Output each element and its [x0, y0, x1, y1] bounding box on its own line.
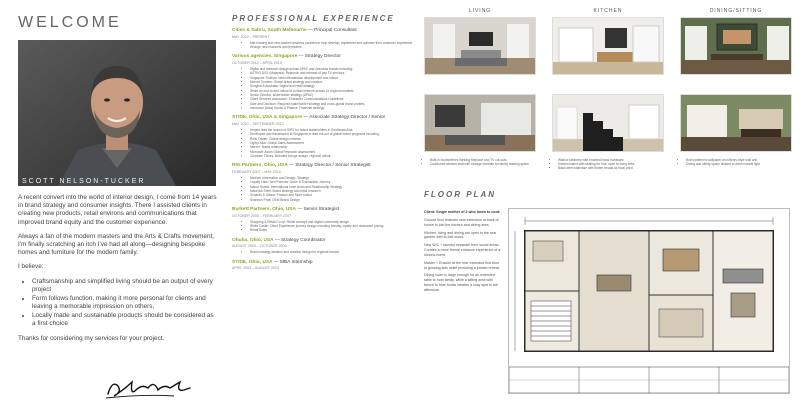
job-bullet: • Developed and transitioned to Singapore to lead roll-out of global brand programs including:: [250, 132, 414, 136]
room-note-item: • Cushioned window seat with storage beneath for family reading space.: [430, 162, 536, 166]
job-role: — Strategy Director: [298, 54, 341, 60]
bio-paragraph: I believe:: [18, 263, 44, 271]
rooms-panel: [424, 8, 796, 188]
job-entry: [232, 163, 414, 202]
dining-render-2: [680, 94, 792, 152]
floor-note: Master + Ensuite at the rear extended first floor to growing kids while providing a private retreat.: [424, 260, 500, 270]
floor-plan-drawing: [508, 208, 790, 394]
job-dates: MAY 2010 – SEPTEMBER 2012: [232, 122, 284, 126]
job-entry: [232, 115, 414, 158]
job-bullet: • Microsoft: Asian Global Research Assessment: [250, 150, 414, 154]
job-dates: FEBRUARY 2007 – MAY 2010: [232, 169, 281, 174]
closing-line: Thanks for considering my services for your project.: [18, 334, 165, 342]
job-bullet: • Shannon Pratt: OEM Brand Design: [250, 198, 414, 202]
floor-plan-notes: [424, 210, 502, 296]
job-company: STIDE, Ohio, USA: [232, 259, 273, 265]
job-bullet: • Loyalty Labs: Net Promoter Score & Transaction Journey: [250, 180, 414, 184]
job-title: [232, 163, 414, 169]
job-bullet: • Schauer & Gillam: Product and Store rollout: [250, 193, 414, 197]
floor-note: New W/C + laundry separate from social areas. Creates a more formal entrance experience of a historic home.: [424, 243, 501, 257]
room-note-item: • Dining and sitting space divided to allow natural light.: [686, 162, 792, 166]
job-title: [232, 238, 414, 244]
job-dates: MAY 2019 – PRESENT: [232, 34, 270, 39]
job-bullet: • Met existing and new-market business partners to help develop, implement and optimise their customer experience through new channels and territories: [250, 41, 414, 50]
job-title: [232, 54, 414, 60]
job-bullet: • Charlotte Tilbury: Branded lounge design, regional rollout: [250, 154, 414, 158]
job-title: [232, 260, 414, 266]
job-bullets: [250, 41, 414, 50]
job-bullet: • Insurance (Asia) Hooks & Pliance: Financial strategy: [250, 106, 414, 110]
bio-paragraph: A recent convert into the world of interior design, I come from 14 years in brand strategy and consumer insights. There I assisted clients in creating new products, retail environs and communications that improved brand equity and the customer experience.: [18, 194, 217, 226]
job-bullet: • Client Services Assurance: Character Communications Guidelines: [250, 97, 414, 101]
job-role: — Principal Consultant: [307, 28, 357, 33]
beliefs-list: [32, 278, 218, 329]
job-entry: [232, 260, 414, 271]
job-title: [232, 207, 414, 213]
job-dates: OCTOBER 2005 – FEBRUARY 2007: [232, 213, 292, 218]
dining-render-1: [680, 17, 792, 75]
job-bullet: • White Castle: Client Experience journey design including Identity, loyalty and restaurant pricing: [250, 224, 414, 228]
job-bullet: • Rolls Owner: Global design network: [250, 137, 414, 141]
job-entry: [232, 238, 414, 255]
job-bullets: [250, 176, 414, 202]
job-bullet: • Shopping & Retail Co-op: Retail concept and digital community design: [250, 220, 414, 224]
job-bullet: • Strike an end-to-end rollout of a retail network across 15 regional markets: [250, 89, 414, 93]
room-label-kitchen: KITCHEN: [593, 8, 623, 14]
photo-caption: SCOTT NELSON-TUCKER: [22, 178, 146, 185]
kitchen-render-1: [552, 17, 664, 75]
experience-panel: [232, 14, 414, 394]
kitchen-render-2: [552, 94, 664, 152]
job-bullet: • Helped lead the launch of SIPS for brand stakeholders in Southeast Asia: [250, 128, 414, 132]
job-bullet: • Songhai & Australia: Digital and retail strategy: [250, 84, 414, 88]
job-bullet: • Retail Sales: [250, 228, 414, 232]
job-role: — MBA Internship: [273, 259, 313, 265]
room-note-item: • Built-in bookshelves flanking fireplace and TV cut-outs.: [430, 158, 536, 162]
floor-note: Dining room is large enough for an extended table to host family, while a sitting area with bench to hide books creates a cosy spot in the afternoon.: [424, 273, 498, 292]
welcome-panel: [18, 14, 218, 394]
job-role: — Associate Strategy Director / Senior: [303, 115, 386, 121]
job-bullets: [250, 128, 414, 158]
job-company: Ohuba, Ohio, USA: [232, 237, 274, 243]
job-dates: OCTOBER 2012 – APRIL 2019: [232, 61, 282, 66]
job-title: [232, 115, 414, 121]
job-entry: [232, 28, 414, 49]
job-bullets: [250, 250, 414, 254]
job-bullet: • Maverick Shell: Brand strategy and retail research: [250, 189, 414, 193]
job-company: Various agencies, Singapore: [232, 54, 298, 60]
job-bullet: • Manor Hotels: International hotel chain and Relationship Strategy: [250, 185, 414, 189]
bio-text: [18, 194, 218, 349]
room-label-dining: DINING/SITTING: [709, 8, 763, 14]
job-bullet: • Senior Director, shareholder strategy (APAC): [250, 93, 414, 97]
room-note-item: • Walnut cabinetry with brushed brass hardware.: [558, 158, 664, 162]
floor-plan-title: FLOOR PLAN: [424, 190, 496, 199]
job-bullet: • Ogilvy Asia: Global Sales Assessment: [250, 141, 414, 145]
room-label-living: LIVING: [468, 8, 492, 14]
room-note-item: • Black steel staircase with timber treads as focal point.: [558, 166, 664, 170]
living-render-1: [424, 17, 536, 75]
signature-image: [104, 374, 194, 400]
belief-item: • Craftsmanship and simplified living should be an output of every project: [32, 278, 218, 294]
dining-notes: [680, 158, 792, 166]
job-bullets: [250, 220, 414, 233]
job-role: — Senior Strategist: [297, 206, 339, 212]
floor-plan-panel: [424, 186, 796, 396]
job-company: STIDE, Ohio, USA & Singapore: [232, 115, 302, 121]
experience-title: PROFESSIONAL EXPERIENCE: [232, 14, 395, 23]
living-render-2: [424, 94, 536, 152]
job-company: Cities & Sabru, South Melbourne: [232, 28, 307, 33]
job-dates: AUGUST 2003 – OCTOBER 2005: [232, 244, 287, 249]
job-bullet: • Digital and research design across APAC and overseas brands including:: [250, 67, 414, 71]
welcome-title: WELCOME: [18, 14, 122, 31]
portrait-photo: [18, 40, 216, 186]
job-bullet: • Mercer: Brand relationship: [250, 145, 414, 149]
job-company: RIG Partners, Ohio, USA: [232, 163, 288, 169]
kitchen-notes: [552, 158, 664, 170]
job-bullet: • Brand strategy ideation and creation design for regional brands: [250, 250, 414, 254]
job-bullets: [250, 67, 414, 110]
job-list: [232, 28, 414, 270]
room-note-item: • Kitchen island with seating for four, open to living area.: [558, 162, 664, 166]
job-entry: [232, 207, 414, 233]
belief-item: • Locally made and sustainable products should be considered as a first choice: [32, 312, 218, 328]
job-bullet: • Singapore Tourism: New international development and rollout: [250, 76, 414, 80]
job-company: Burkett Partners, Ohio, USA: [232, 206, 296, 212]
bio-paragraph: Always a fan of the modern masters and the Arts & Crafts movement, I'm finally scratching an itch I've had all along—designing bespoke homes and furniture for the modern family.: [18, 232, 215, 257]
belief-item: • Form follows function, making it more personal for clients and leaving a memorable impression on others,: [32, 295, 218, 311]
job-bullet: • ASTRO DIGI (Malaysia): Relaunch and rebrand of pay TV services: [250, 71, 414, 75]
living-notes: [424, 158, 536, 166]
job-entry: [232, 54, 414, 110]
floor-note-lead: Client: Single mother of 2 who loves to cook: [424, 210, 500, 214]
job-dates: APRIL 2003 – AUGUST 2003: [232, 266, 279, 271]
floor-note: Ground floor features new extension at back of house to join the kitchen and dining area.: [424, 217, 499, 227]
job-bullet: • Sale and Decision: Required stakeholder strategy and cross-global brand profiles: [250, 102, 414, 106]
job-role: — Strategy Director / Senior Strategist: [289, 163, 371, 169]
job-role: — Strategy Coordinator: [274, 237, 326, 243]
floor-note: Kitchen, living and dining are open to the rear garden with bi-fold doors.: [424, 230, 497, 240]
room-note-item: • Bold patterned wallpaper and library-style wall unit.: [686, 158, 792, 162]
job-bullet: • Medium Information and Design: Strategy: [250, 176, 414, 180]
job-title: [232, 28, 414, 34]
job-bullet: • Mercer Tourism: Global brand strategy and creative: [250, 80, 414, 84]
